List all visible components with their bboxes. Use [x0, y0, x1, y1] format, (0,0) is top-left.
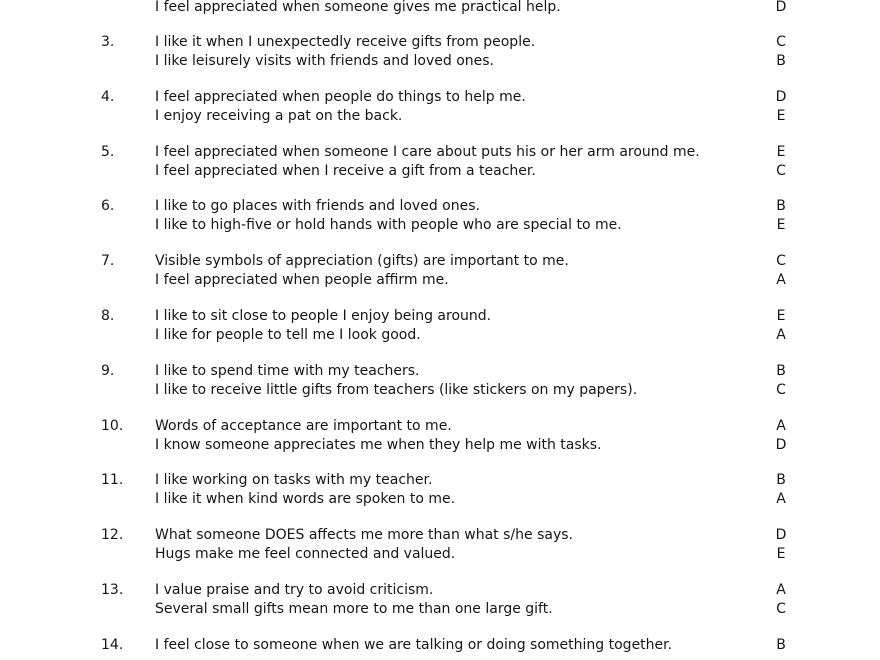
statement-code: B — [776, 53, 786, 69]
item-number: 8. — [101, 308, 115, 324]
statement-code: A — [776, 327, 786, 343]
statement-code: A — [776, 491, 786, 507]
statement-text: Visible symbols of appreciation (gifts) are important to me. — [155, 253, 569, 269]
statement-code: B — [776, 472, 786, 488]
statement-code: E — [776, 144, 786, 160]
statement-code: E — [776, 108, 786, 124]
statement-text: I feel appreciated when someone gives me practical help. — [155, 0, 561, 15]
item-number: 7. — [101, 253, 115, 269]
statement-text: I feel appreciated when people do things to help me. — [155, 89, 526, 105]
item-number: 5. — [101, 144, 115, 160]
item-number: 12. — [101, 527, 124, 543]
statement-text: Words of acceptance are important to me. — [155, 418, 452, 434]
statement-code: C — [776, 601, 786, 617]
item-number: 3. — [101, 34, 115, 50]
statement-code: E — [776, 217, 786, 233]
item-number: 14. — [101, 637, 124, 653]
statement-code: B — [776, 198, 786, 214]
item-number: 6. — [101, 198, 115, 214]
item-number: 9. — [101, 363, 115, 379]
item-number: 11. — [101, 472, 124, 488]
item-number: 4. — [101, 89, 115, 105]
statement-text: I feel appreciated when someone I care about puts his or her arm around me. — [155, 144, 700, 160]
statement-code: A — [776, 582, 786, 598]
statement-text: I enjoy receiving a pat on the back. — [155, 108, 403, 124]
statement-code: C — [776, 382, 786, 398]
statement-code: B — [776, 363, 786, 379]
statement-text: I like to sit close to people I enjoy being around. — [155, 308, 492, 324]
statement-text: I like leisurely visits with friends and loved ones. — [155, 53, 494, 69]
statement-text: I like for people to tell me I look good. — [155, 327, 421, 343]
item-number: 13. — [101, 582, 124, 598]
statement-code: E — [776, 546, 786, 562]
statement-code: D — [775, 437, 787, 453]
statement-text: I like to high-five or hold hands with people who are special to me. — [155, 217, 622, 233]
statement-text: I like to spend time with my teachers. — [155, 363, 420, 379]
statement-code: E — [776, 308, 786, 324]
statement-text: I feel appreciated when people affirm me. — [155, 272, 449, 288]
statement-text: I like it when I unexpectedly receive gifts from people. — [155, 34, 536, 50]
statement-text: I feel close to someone when we are talking or doing something together. — [155, 637, 673, 653]
statement-code: D — [775, 0, 787, 15]
statement-text: Several small gifts mean more to me than one large gift. — [155, 601, 553, 617]
statement-code: C — [776, 253, 786, 269]
statement-text: I like it when kind words are spoken to me. — [155, 491, 456, 507]
statement-code: B — [776, 637, 786, 653]
statement-text: I feel appreciated when I receive a gift from a teacher. — [155, 163, 536, 179]
item-number: 10. — [101, 418, 124, 434]
statement-text: I like to go places with friends and loved ones. — [155, 198, 480, 214]
statement-code: D — [775, 527, 787, 543]
statement-code: A — [776, 418, 786, 434]
statement-code: C — [776, 34, 786, 50]
statement-text: What someone DOES affects me more than what s/he says. — [155, 527, 573, 543]
statement-code: C — [776, 163, 786, 179]
statement-code: A — [776, 272, 786, 288]
statement-text: I know someone appreciates me when they help me with tasks. — [155, 437, 602, 453]
statement-text: I value praise and try to avoid criticism. — [155, 582, 434, 598]
statement-text: Hugs make me feel connected and valued. — [155, 546, 456, 562]
statement-code: D — [775, 89, 787, 105]
statement-text: I like working on tasks with my teacher. — [155, 472, 433, 488]
statement-text: I like to receive little gifts from teachers (like stickers on my papers). — [155, 382, 638, 398]
